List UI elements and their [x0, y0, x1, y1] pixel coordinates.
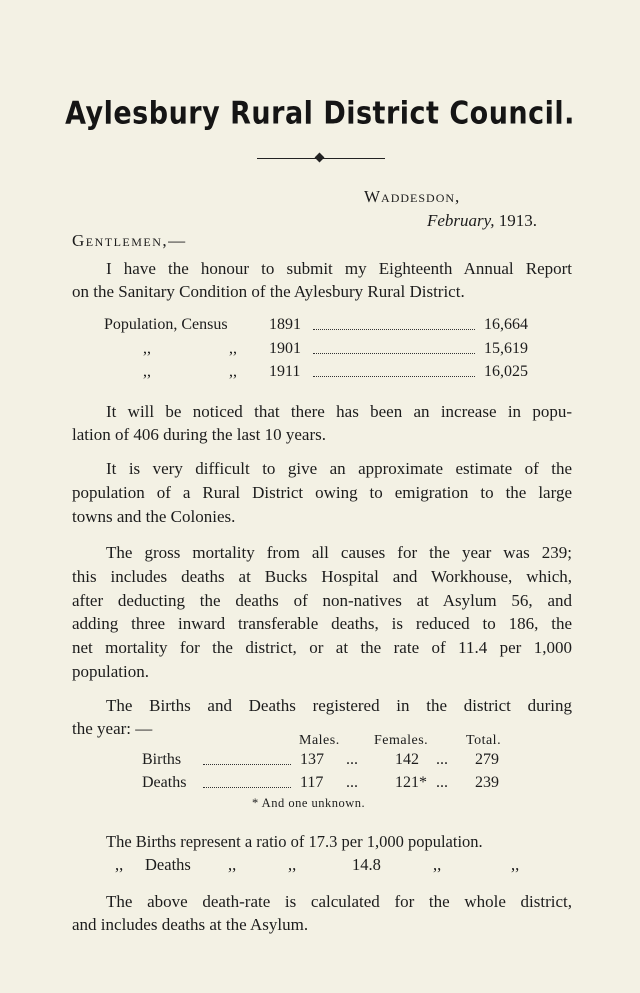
leader-dots [313, 376, 475, 377]
population-year: 1911 [269, 363, 301, 380]
births-ratio-line: The Births represent a ratio of 17.3 per 1,000 population. [106, 832, 483, 851]
para1-line1: I have the honour to submit my Eighteenth Annual Report [106, 259, 572, 278]
para1-line2: on the Sanitary Condition of the Aylesbury Rural District. [72, 282, 465, 301]
para4-line4: adding three inward transferable deaths, is reduced to 186, the [72, 614, 572, 633]
row-label-deaths: Deaths [142, 774, 187, 791]
ditto-mark: ,, [143, 363, 151, 380]
para3-line2: population of a Rural District owing to emigration to the large [72, 483, 572, 502]
council-title: Aylesbury Rural District Council. [65, 95, 575, 132]
population-row [0, 340, 640, 362]
deaths-ratio-value: 14.8 [352, 855, 381, 874]
para6-line1: The above death-rate is calculated for the whole district, [106, 892, 572, 911]
deaths-males: 117 [300, 774, 324, 791]
deaths-total: 239 [475, 774, 499, 791]
place-line: Waddesdon, [364, 187, 461, 206]
population-year: 1891 [269, 316, 301, 333]
separator: ... [346, 751, 358, 768]
ditto-mark: ,, [511, 855, 520, 874]
separator: ... [346, 774, 358, 791]
para2-line1: It will be noticed that there has been an increase in popu- [106, 402, 572, 421]
divider-ornament [315, 153, 325, 163]
leader-dots [313, 329, 475, 330]
ditto-mark: ,, [229, 340, 237, 357]
para3-line3: towns and the Colonies. [72, 507, 236, 526]
deaths-females: 121* [395, 774, 427, 791]
para6-line2: and includes deaths at the Asylum. [72, 915, 309, 934]
date-line [427, 209, 537, 233]
para4-line1: The gross mortality from all causes for the year was 239; [106, 543, 572, 562]
population-year: 1901 [269, 340, 301, 357]
para4-line2: this includes deaths at Bucks Hospital and Workhouse, which, [72, 567, 572, 586]
leader-dots [203, 764, 291, 765]
para3-line1: It is very difficult to give an approximate estimate of the [106, 459, 572, 478]
salutation: Gentlemen,— [72, 231, 187, 250]
para4-line5: net mortality for the district, or at the rate of 11.4 per 1,000 [72, 638, 572, 657]
population-value: 16,664 [484, 316, 528, 333]
population-label: Population, Census [104, 316, 228, 333]
ditto-mark: ,, [115, 855, 124, 874]
ditto-mark: ,, [143, 340, 151, 357]
date-year: 1913. [498, 211, 538, 230]
para2-line2: lation of 406 during the last 10 years. [72, 425, 327, 444]
table-footnote: * And one unknown. [252, 796, 366, 810]
births-males: 137 [300, 751, 324, 768]
population-row [0, 316, 640, 338]
col-header-total: Total. [466, 733, 502, 748]
para4-line3: after deducting the deaths of non-natives at Asylum 56, and [72, 591, 572, 610]
col-header-males: Males. [299, 733, 340, 748]
population-value: 15,619 [484, 340, 528, 357]
para5-line2: the year: — [72, 719, 153, 738]
ditto-mark: ,, [228, 855, 237, 874]
row-label-births: Births [142, 751, 182, 768]
separator: ... [436, 751, 448, 768]
col-header-females: Females. [374, 733, 429, 748]
leader-dots [203, 787, 291, 788]
ditto-mark: ,, [433, 855, 442, 874]
deaths-ratio-label: Deaths [145, 855, 191, 874]
separator: ... [436, 774, 448, 791]
date-month: February, [427, 211, 495, 230]
ditto-mark: ,, [229, 363, 237, 380]
population-value: 16,025 [484, 363, 528, 380]
births-total: 279 [475, 751, 499, 768]
ditto-mark: ,, [288, 855, 297, 874]
leader-dots [313, 353, 475, 354]
population-row [0, 363, 640, 385]
para4-line6: population. [72, 662, 149, 681]
para5-line1: The Births and Deaths registered in the district during [106, 696, 572, 715]
births-females: 142 [395, 751, 419, 768]
